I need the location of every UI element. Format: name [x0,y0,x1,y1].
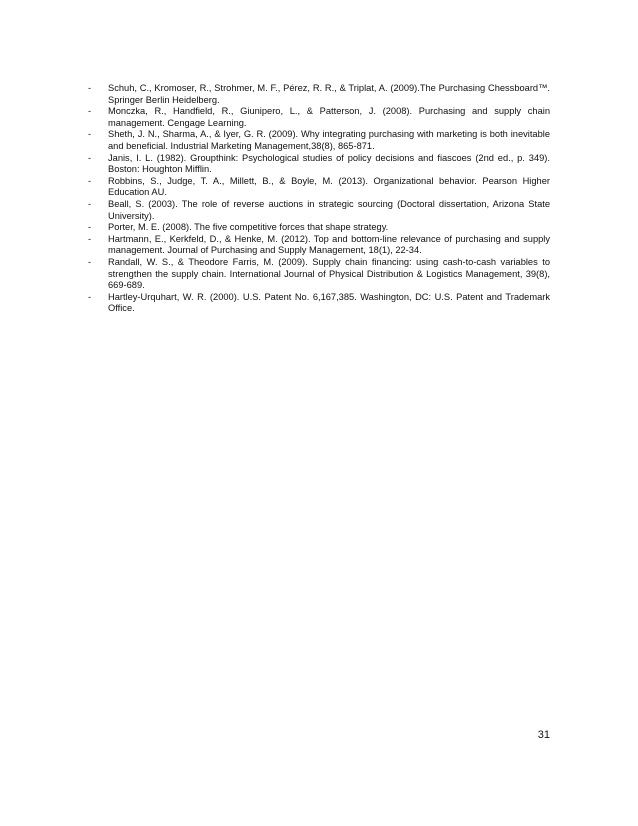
reference-item [88,292,550,315]
reference-item [88,222,550,234]
reference-text: Hartmann, E., Kerkfeld, D., & Henke, M. (2012). Top and bottom-line relevance of purchasing and supply management. Journal of Purchasing and Supply Management, 18(1), 22-34. [108,233,550,256]
reference-list [88,83,550,315]
reference-text: Randall, W. S., & Theodore Farris, M. (2009). Supply chain financing: using cash-to-cash variables to strengthen the supply chain. International Journal of Physical Distribution & Logistics Management, 39(8), 669-689. [108,256,550,291]
reference-item [88,176,550,199]
reference-bullet: - [88,175,92,186]
reference-text: Janis, I. L. (1982). Groupthink: Psychological studies of policy decisions and fiascoes (2nd ed., p. 349). Boston: Houghton Mifflin. [108,152,550,175]
reference-bullet: - [88,83,92,93]
reference-text: Robbins, S., Judge, T. A., Millett, B., & Boyle, M. (2013). Organizational behavior. Pearson Higher Education AU. [108,175,550,198]
page-number: 31 [537,729,550,741]
reference-bullet: - [88,233,92,244]
reference-text: Beall, S. (2003). The role of reverse auctions in strategic sourcing (Doctoral dissertation, Arizona State University). [108,198,550,221]
reference-item [88,106,550,129]
reference-item [88,257,550,292]
reference-item [88,234,550,257]
reference-text: Schuh, C., Kromoser, R., Strohmer, M. F., Pérez, R. R., & Triplat, A. (2009).The Purchasing Chessboard™. Springer Berlin Heidelberg. [108,83,550,105]
reference-text: Monczka, R., Handfield, R., Giunipero, L., & Patterson, J. (2008). Purchasing and supply chain management. Cengage Learning. [108,106,550,128]
reference-text: Hartley-Urquhart, W. R. (2000). U.S. Patent No. 6,167,385. Washington, DC: U.S. Patent and Trademark Office. [108,291,550,314]
reference-bullet: - [88,222,92,233]
reference-bullet: - [88,256,92,267]
reference-bullet: - [88,198,92,209]
reference-bullet: - [88,106,92,117]
reference-bullet: - [88,152,92,163]
reference-text: Sheth, J. N., Sharma, A., & Iyer, G. R. (2009). Why integrating purchasing with marketing is both inevitable and beneficial. Industrial Marketing Management,38(8), 865-871. [108,129,550,151]
reference-bullet: - [88,129,92,140]
reference-bullet: - [88,291,92,302]
reference-item [88,199,550,222]
reference-text: Porter, M. E. (2008). The five competitive forces that shape strategy. [108,222,389,233]
reference-item [88,129,550,152]
reference-item [88,153,550,176]
reference-item [88,83,550,106]
